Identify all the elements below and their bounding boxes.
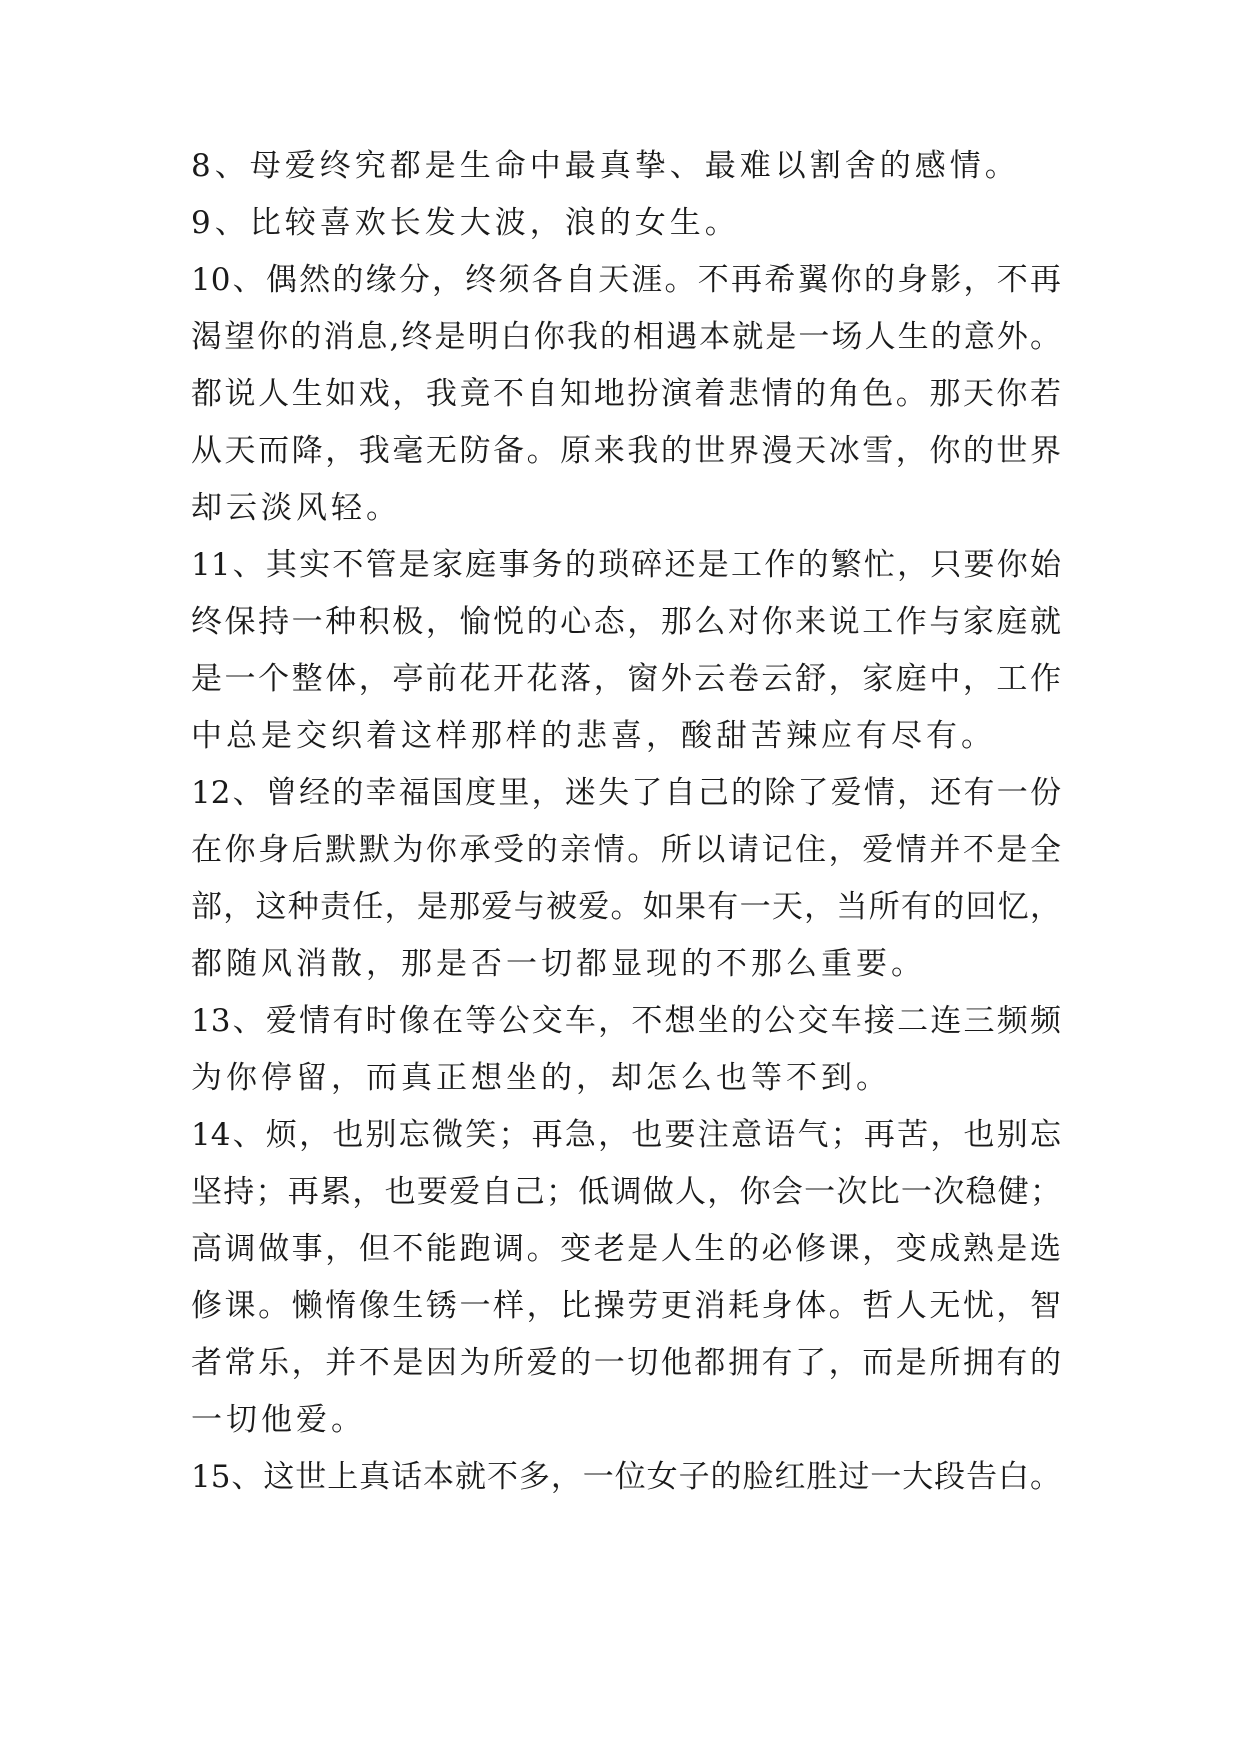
- text-line-item-14-6: 一切他爱。: [191, 1402, 366, 1438]
- text-line-item-14-2: 坚持；再累，也要爱自己；低调做人，你会一次比一次稳健；: [191, 1174, 1061, 1210]
- text-line-item-8: 8、母爱终究都是生命中最真挚、最难以割舍的感情。: [191, 148, 1020, 184]
- text-line-item-10-5: 却云淡风轻。: [191, 490, 401, 526]
- text-line-item-14-4: 修课。懒惰像生锈一样，比操劳更消耗身体。哲人无忧，智: [191, 1288, 1061, 1324]
- text-line-item-11-2: 终保持一种积极，愉悦的心态，那么对你来说工作与家庭就: [191, 604, 1061, 640]
- text-line-item-14-1: 14、烦，也别忘微笑；再急，也要注意语气；再苦，也别忘: [191, 1117, 1061, 1153]
- text-line-item-12-1: 12、曾经的幸福国度里，迷失了自己的除了爱情，还有一份: [191, 775, 1061, 811]
- text-line-item-11-4: 中总是交织着这样那样的悲喜，酸甜苦辣应有尽有。: [191, 718, 996, 754]
- text-line-item-14-3: 高调做事，但不能跑调。变老是人生的必修课，变成熟是选: [191, 1231, 1061, 1267]
- text-line-item-15: 15、这世上真话本就不多，一位女子的脸红胜过一大段告白。: [191, 1459, 1061, 1495]
- text-line-item-10-2: 渴望你的消息,终是明白你我的相遇本就是一场人生的意外。: [191, 319, 1061, 355]
- text-line-item-13-2: 为你停留，而真正想坐的，却怎么也等不到。: [191, 1060, 891, 1096]
- text-line-item-11-1: 11、其实不管是家庭事务的琐碎还是工作的繁忙，只要你始: [191, 547, 1061, 583]
- text-line-item-12-2: 在你身后默默为你承受的亲情。所以请记住，爱情并不是全: [191, 832, 1061, 868]
- text-line-item-10-4: 从天而降，我毫无防备。原来我的世界漫天冰雪，你的世界: [191, 433, 1061, 469]
- text-line-item-14-5: 者常乐，并不是因为所爱的一切他都拥有了，而是所拥有的: [191, 1345, 1061, 1381]
- text-line-item-10-1: 10、偶然的缘分，终须各自天涯。不再希翼你的身影，不再: [191, 262, 1061, 298]
- text-line-item-13-1: 13、爱情有时像在等公交车，不想坐的公交车接二连三频频: [191, 1003, 1061, 1039]
- text-line-item-11-3: 是一个整体，亭前花开花落，窗外云卷云舒，家庭中，工作: [191, 661, 1061, 697]
- text-line-item-10-3: 都说人生如戏，我竟不自知地扮演着悲情的角色。那天你若: [191, 376, 1061, 412]
- text-line-item-12-3: 部，这种责任，是那爱与被爱。如果有一天，当所有的回忆，: [191, 889, 1061, 925]
- text-line-item-9: 9、比较喜欢长发大波，浪的女生。: [191, 205, 740, 241]
- text-line-item-12-4: 都随风消散，那是否一切都显现的不那么重要。: [191, 946, 926, 982]
